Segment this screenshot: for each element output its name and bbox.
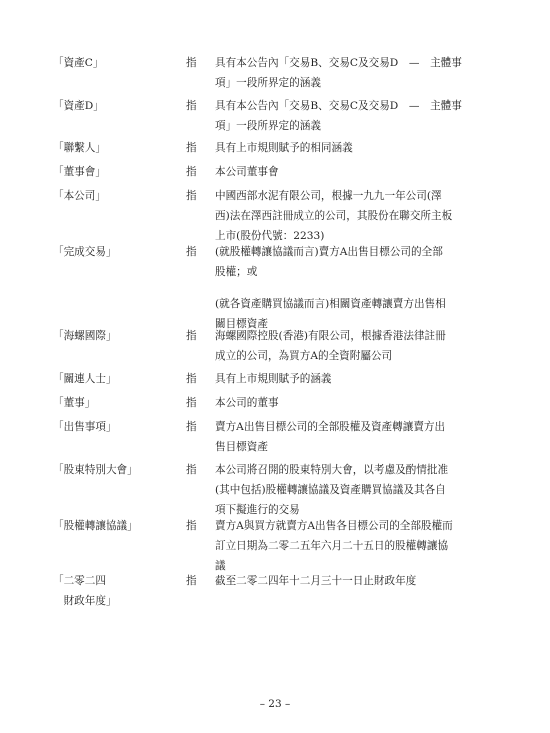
refers-to-label: 指 <box>186 330 197 342</box>
definition-text <box>215 369 505 389</box>
definition-text <box>215 186 505 246</box>
definition-line: 具有上市規則賦予的涵義 <box>215 373 332 385</box>
definition-line: 訂立日期為二零二五年六月二十五日的股權轉讓協 <box>215 540 449 552</box>
refers-to-label: 指 <box>186 520 197 532</box>
definition-line: 西)法在澤西註冊成立的公司，其股份在聯交所主板 <box>215 210 453 222</box>
definition-line: 賣方A出售目標公司的全部股權及資產轉讓賣方出 <box>215 421 446 433</box>
refers-to-label: 指 <box>186 57 197 69</box>
definition-line: 售目標資產 <box>215 441 268 453</box>
definition-line: 股權；或 <box>215 266 258 278</box>
definition-text <box>215 96 505 136</box>
definition-text <box>215 516 505 576</box>
definition-line: 成立的公司，為買方A的全資附屬公司 <box>215 350 393 362</box>
term-line: 「出售事項」 <box>53 421 117 433</box>
definition-line: 具有本公告內「交易B、交易C及交易D — 主體事 <box>215 57 462 69</box>
defined-term <box>53 393 173 413</box>
definition-line: 本公司董事會 <box>215 166 279 178</box>
definition-text <box>215 393 505 413</box>
definition-text <box>215 242 505 334</box>
defined-term <box>53 326 173 346</box>
refers-to-label: 指 <box>186 166 197 178</box>
definition-line: 具有本公告內「交易B、交易C及交易D — 主體事 <box>215 100 462 112</box>
term-line: 「董事」 <box>53 397 96 409</box>
term-line: 「本公司」 <box>53 190 106 202</box>
defined-term <box>53 571 173 611</box>
term-line: 「股東特別大會」 <box>53 464 138 476</box>
definition-text <box>215 138 505 158</box>
definition-line: 項」一段所界定的涵義 <box>215 120 321 132</box>
defined-term <box>53 186 173 206</box>
defined-term <box>53 516 173 536</box>
defined-term <box>53 138 173 158</box>
term-line: 「資產D」 <box>53 100 104 112</box>
definition-line: 截至二零二四年十二月三十一日止財政年度 <box>215 575 417 587</box>
refers-to-label: 指 <box>186 100 197 112</box>
definition-line: 項」一段所界定的涵義 <box>215 77 321 89</box>
definition-line: 本公司將召開的股東特別大會，以考慮及酌情批准 <box>215 464 449 476</box>
page-number: – 23 – <box>259 698 291 710</box>
definition-text <box>215 326 505 366</box>
definition-text <box>215 460 505 520</box>
definition-line: 上市(股份代號：2233) <box>215 230 325 242</box>
defined-term <box>53 53 173 73</box>
definition-line: 項下擬進行的交易 <box>215 504 300 516</box>
definition-line: 議 <box>215 560 226 572</box>
refers-to-label: 指 <box>186 142 197 154</box>
defined-term <box>53 242 173 262</box>
term-line: 財政年度」 <box>53 595 117 607</box>
definition-text <box>215 417 505 457</box>
term-line: 「董事會」 <box>53 166 106 178</box>
refers-to-label: 指 <box>186 246 197 258</box>
term-line: 「海螺國際」 <box>53 330 117 342</box>
definition-text <box>215 162 505 182</box>
definition-line: 海螺國際控股(香港)有限公司，根據香港法律註冊 <box>215 330 446 342</box>
definition-line: (就各資產購買協議而言)相關資產轉讓賣方出售相 <box>215 298 446 310</box>
refers-to-label: 指 <box>186 373 197 385</box>
definition-line: 賣方A與買方就賣方A出售各目標公司的全部股權而 <box>215 520 453 532</box>
refers-to-label: 指 <box>186 421 197 433</box>
term-line: 「完成交易」 <box>53 246 117 258</box>
term-line: 「股權轉讓協議」 <box>53 520 138 532</box>
refers-to-label: 指 <box>186 464 197 476</box>
definition-line: 具有上市規則賦予的相同涵義 <box>215 142 353 154</box>
definition-line: (就股權轉讓協議而言)賣方A出售目標公司的全部 <box>215 246 443 258</box>
definition-line: 中國西部水泥有限公司，根據一九九一年公司(澤 <box>215 190 442 202</box>
definition-line: 本公司的董事 <box>215 397 279 409</box>
refers-to-label: 指 <box>186 190 197 202</box>
defined-term <box>53 460 173 480</box>
definition-text <box>215 53 505 93</box>
refers-to-label: 指 <box>186 397 197 409</box>
term-line: 「二零二四 <box>53 575 106 587</box>
term-line: 「聯繫人」 <box>53 142 106 154</box>
definition-line: 關目標資產 <box>215 318 268 330</box>
defined-term <box>53 369 173 389</box>
term-line: 「資產C」 <box>53 57 104 69</box>
definition-text <box>215 571 505 591</box>
term-line: 「關連人士」 <box>53 373 117 385</box>
definition-line: (其中包括)股權轉讓協議及資產購買協議及其各自 <box>215 484 446 496</box>
defined-term <box>53 417 173 437</box>
defined-term <box>53 96 173 116</box>
defined-term <box>53 162 173 182</box>
refers-to-label: 指 <box>186 575 197 587</box>
